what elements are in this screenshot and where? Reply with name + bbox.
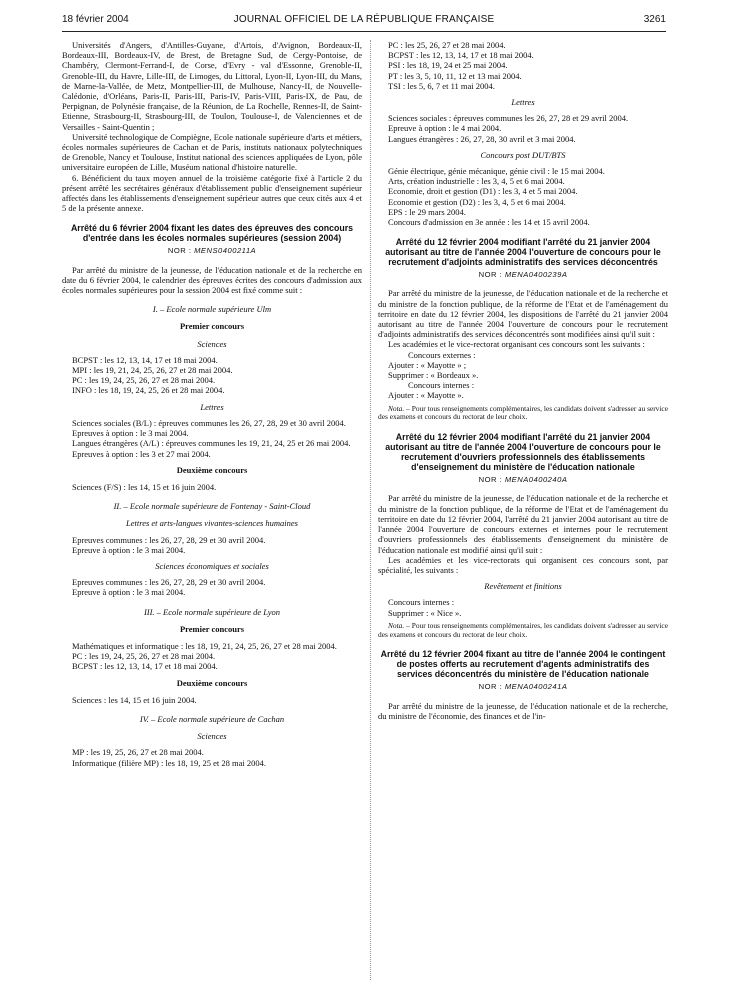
lyon-deuxieme-concours: Deuxième concours (176, 677, 248, 688)
list-item: Concours d'admission en 3e année : les 14 et 15 avril 2004. (388, 217, 590, 228)
concours-internes-label: Concours internes : (408, 380, 475, 391)
ouvriers-paragraph: Par arrêté du ministre de la jeunesse, de l'éducation nationale et de la recherche et du ministre de la fonction publique, de la réforme de l'Etat et de l'aménagement du territoire en date du 12 février 2004, l'arrêté du 21 janvier 2004 autorisant au titre de l'année 2004 l'ouverture de concours externes et internes pour le recrutement d'ouvriers professionnels des établissements d'enseignement du ministère de l'éducation nationale est modifié ainsi qu'il suit : (378, 493, 668, 555)
list-item: MPI : les 19, 21, 24, 25, 26, 27 et 28 mai 2004. (72, 365, 233, 376)
section-fontenay-title: II. – Ecole normale supérieure de Fontenay - Saint-Cloud (113, 501, 311, 512)
list-item: Epreuves à option : les 3 et 27 mai 2004. (72, 448, 211, 459)
list-item: PT : les 3, 5, 10, 11, 12 et 13 mai 2004. (388, 70, 522, 81)
list-item: EPS : le 29 mars 2004. (388, 206, 466, 217)
header-rule (62, 31, 666, 32)
list-item: PC : les 25, 26, 27 et 28 mai 2004. (388, 40, 506, 50)
lyon-premier-concours: Premier concours (179, 623, 245, 634)
list-item: MP : les 19, 25, 26, 27 et 28 mai 2004. (72, 747, 204, 758)
list-item: Epreuves communes : les 26, 27, 28, 29 et 30 avril 2004. (72, 577, 266, 588)
nota-note: Nota. – Pour tous renseignements complémentaires, les candidats doivent s'adresser au service des examens et concours du rectorat de leur choix. (378, 620, 668, 639)
cachan-lettres-heading: Lettres (511, 97, 535, 108)
list-item: TSI : les 5, 6, 7 et 11 mai 2004. (388, 80, 495, 91)
list-item: PSI : les 18, 19, 24 et 25 mai 2004. (388, 60, 508, 71)
list-item: PC : les 19, 24, 25, 26, 27 et 28 mai 2004. (72, 375, 216, 386)
supprimer-line: Supprimer : « Nice ». (388, 607, 462, 618)
section-lyon-title: III. – Ecole normale supérieure de Lyon (143, 606, 281, 617)
list-item: Sciences : les 14, 15 et 16 juin 2004. (72, 694, 197, 705)
list-item: Mathématiques et informatique : les 18, 19, 21, 24, 25, 26, 27 et 28 mai 2004. (72, 640, 337, 651)
list-item: Informatique (filière MP) : les 18, 19, 25 et 28 mai 2004. (72, 757, 267, 768)
arrete-title-adjoints: Arrêté du 12 février 2004 modifiant l'arrêté du 21 janvier 2004 autorisant au titre de l'année 2004 l'ouverture de concours pour le recrutement d'adjoints administratifs des services déconcentrés (385, 237, 661, 268)
agents-paragraph: Par arrêté du ministre de la jeunesse, de l'éducation nationale et de la recherche, du ministre de l'économie, des finances et de l'in- (378, 700, 668, 721)
ajouter-line: Ajouter : « Mayotte » ; (388, 359, 467, 370)
ulm-deuxieme-concours: Deuxième concours (176, 464, 248, 475)
page-number: 3261 (643, 14, 666, 25)
arrete-intro: Par arrêté du ministre de la jeunesse, de l'éducation nationale et de la recherche en date du 6 février 2004, le calendrier des épreuves écrites des concours d'admission aux écoles normales supérieures pour la session 2004 est fixé comme suit : (62, 264, 362, 296)
arrete-title-agents: Arrêté du 12 février 2004 fixant au titre de l'année 2004 le contingent de postes offerts au recrutement d'agents administratifs des services déconcentrés du ministère de l'éducation nationale (380, 649, 666, 680)
header-date: 18 février 2004 (62, 14, 129, 25)
list-item: Sciences sociales (B/L) : épreuves communes les 26, 27, 28, 29 et 30 avril 2004. (72, 417, 346, 428)
list-item: Epreuve à option : le 4 mai 2004. (388, 123, 502, 134)
right-column (378, 40, 668, 721)
arrete-title-ouvriers: Arrêté du 12 février 2004 modifiant l'arrêté du 21 janvier 2004 autorisant au titre de l'année 2004 l'ouverture de concours pour le recrutement d'ouvriers professionnels des établissements d'enseignement du ministère de l'éducation nationale (385, 432, 661, 473)
revetement-heading: Revêtement et finitions (484, 581, 562, 592)
section-cachan-title: IV. – Ecole normale supérieure de Cachan (139, 713, 285, 724)
list-item: Langues étrangères (A/L) : épreuves communes les 19, 21, 24, 25 et 26 mai 2004. (72, 438, 351, 449)
ouvriers-academies: Les académies et les vice-rectorats qui organisent ces concours sont, par spécialité, les suivants : (378, 554, 668, 575)
list-item: PC : les 19, 24, 25, 26, 27 et 28 mai 2004. (72, 651, 216, 662)
cachan-sciences-heading: Sciences (197, 731, 227, 742)
nor-reference: NOR : MENA0400241A (478, 682, 568, 692)
list-item: INFO : les 18, 19, 24, 25, 26 et 28 mai 2004. (72, 385, 225, 396)
list-item: Epreuve à option : le 3 mai 2004. (72, 544, 186, 555)
list-item: Sciences (F/S) : les 14, 15 et 16 juin 2004. (72, 481, 217, 492)
dut-bts-heading: Concours post DUT/BTS (480, 149, 566, 160)
nota-note: Nota. – Pour tous renseignements complémentaires, les candidats doivent s'adresser au service des examens et concours du rectorat de leur choix. (378, 403, 668, 422)
ulm-sciences-heading: Sciences (197, 338, 227, 349)
left-column (62, 40, 362, 768)
ulm-premier-concours: Premier concours (179, 321, 245, 332)
fontenay-lettres-heading: Lettres et arts-langues vivantes-sciences humaines (125, 518, 298, 529)
list-item: Epreuves communes : les 26, 27, 28, 29 et 30 avril 2004. (72, 534, 266, 545)
nor-reference: NOR : MENA0400239A (478, 270, 568, 280)
list-item: Arts, création industrielle : les 3, 4, 5 et 6 mai 2004. (388, 176, 565, 187)
header-title: JOURNAL OFFICIEL DE LA RÉPUBLIQUE FRANÇAISE (233, 14, 495, 25)
list-item: Epreuve à option : le 3 mai 2004. (72, 587, 186, 598)
list-item: BCPST : les 12, 13, 14, 17 et 18 mai 2004. (72, 354, 218, 365)
ajouter-line: Ajouter : « Mayotte ». (388, 390, 464, 401)
list-item: Economie, droit et gestion (D1) : les 3, 4 et 5 mai 2004. (388, 186, 578, 197)
list-item: Génie électrique, génie mécanique, génie civil : le 15 mai 2004. (388, 166, 605, 177)
universities-paragraph: Universités d'Angers, d'Antilles-Guyane, d'Artois, d'Avignon, Bordeaux-II, Bordeaux-III, Bordeaux-IV, de Brest, de Bretagne Sud, de Cergy-Pontoise, de Chambéry, Clermont-Ferrand-I, de Corse, d'Evry - val d'Essonne, Grenoble-II, Grenoble-III, du Havre, Lille-III, de Limoges, du Littoral, Lyon-II, Lyon-III, du Mans, de Marne-la-Vallée, de Metz, Montpellier-III, de Mulhouse, Nancy-II, de Nouvelle-Calédonie, d'Orléans, Paris-II, Paris-III, Paris-IV, Paris-VIII, Paris-IX, de Pau, de Perpignan, de Polynésie française, de la Réunion, de La Rochelle, Rennes-II, de Saint-Etienne, Strasbourg-II, Strasbourg-III, de Toulon, Toulouse-I, de Valenciennes et de Versailles - Saint-Quentin ; (62, 40, 362, 132)
ulm-lettres-heading: Lettres (200, 401, 224, 412)
adjoints-paragraph: Par arrêté du ministre de la jeunesse, de l'éducation nationale et de la recherche et du ministre de la fonction publique, de la réforme de l'Etat et de l'aménagement du territoire en date du 12 février 2004, les dispositions de l'arrêté du 21 janvier 2004 autorisant au titre de l'année 2004 l'ouverture de concours pour le recrutement d'adjoints administratifs des services déconcentrés sont modifiées ainsi qu'il suit : (378, 288, 668, 340)
fontenay-eco-heading: Sciences économiques et sociales (155, 560, 269, 571)
concours-externes-label: Concours externes : (408, 349, 476, 360)
nor-reference: NOR : MENS0400211A (167, 246, 257, 256)
list-item: Sciences sociales : épreuves communes les 26, 27, 28 et 29 avril 2004. (388, 113, 629, 124)
supprimer-line: Supprimer : « Bordeaux ». (388, 370, 479, 381)
page-header (62, 14, 666, 30)
section-ulm-title: I. – Ecole normale supérieure Ulm (152, 304, 272, 315)
list-item: BCPST : les 12, 13, 14, 17 et 18 mai 2004. (388, 50, 534, 61)
column-separator (370, 40, 371, 980)
list-item: Langues étrangères : 26, 27, 28, 30 avril et 3 mai 2004. (388, 133, 576, 144)
list-item: Economie et gestion (D2) : les 3, 4, 5 et 6 mai 2004. (388, 196, 566, 207)
arrete-title-ens: Arrêté du 6 février 2004 fixant les dates des épreuves des concours d'entrée dans les écoles normales supérieures (session 2004) (70, 223, 354, 244)
adjoints-academies: Les académies et le vice-rectorat organisant ces concours sont les suivants : (388, 339, 645, 350)
list-item: BCPST : les 12, 13, 14, 17 et 18 mai 2004. (72, 661, 218, 672)
rate-paragraph: 6. Bénéficient du taux moyen annuel de la troisième catégorie fixé à l'article 2 du présent arrêté les secrétaires généraux d'établissement public d'enseignement supérieur affectés dans les établissements d'enseignement supérieur autres que ceux cités aux 4 et 5 de la présente annexe. (62, 172, 362, 214)
institutions-paragraph: Université technologique de Compiègne, Ecole nationale supérieure d'arts et métiers, écoles normales supérieures de Cachan et de Paris, instituts nationaux polytechniques de Grenoble, Nancy et Toulouse, Institut national des sciences appliquées de Lyon, pôle universitaire européen de Lille, Muséum national d'histoire naturelle. (62, 131, 362, 173)
list-item: Epreuves à option : le 3 mai 2004. (72, 428, 189, 439)
concours-internes-label: Concours internes : (388, 597, 455, 608)
nor-reference: NOR : MENA0400240A (478, 475, 568, 485)
